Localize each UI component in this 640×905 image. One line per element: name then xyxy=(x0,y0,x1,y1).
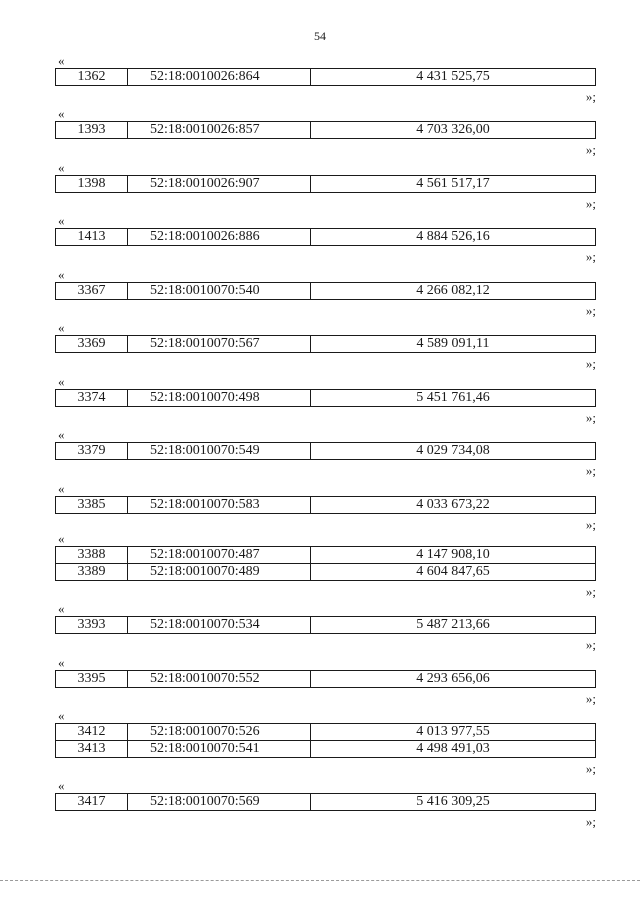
cadastral-value: 4 147 908,10 xyxy=(311,547,596,564)
cadastral-value: 5 451 761,46 xyxy=(311,390,596,407)
table-row xyxy=(56,497,596,514)
row-number: 3393 xyxy=(56,617,128,634)
cadastral-value: 4 884 526,16 xyxy=(311,229,596,246)
entry-table xyxy=(55,228,596,246)
cadastral-number: 52:18:0010026:857 xyxy=(128,122,311,139)
closing-quote: »; xyxy=(585,637,596,652)
cadastral-value: 4 029 734,08 xyxy=(311,443,596,460)
page-number: 54 xyxy=(314,29,326,43)
row-number: 3369 xyxy=(56,336,128,353)
entry-table xyxy=(55,389,596,407)
opening-quote: « xyxy=(58,481,65,496)
table-row xyxy=(56,176,596,193)
cadastral-number: 52:18:0010070:569 xyxy=(128,794,311,811)
closing-quote: »; xyxy=(585,691,596,706)
row-number: 1393 xyxy=(56,122,128,139)
entry-table xyxy=(55,496,596,514)
row-number: 3395 xyxy=(56,671,128,688)
cadastral-number: 52:18:0010070:567 xyxy=(128,336,311,353)
table-row xyxy=(56,794,596,811)
opening-quote: « xyxy=(58,320,65,335)
opening-quote: « xyxy=(58,160,65,175)
cadastral-value: 4 498 491,03 xyxy=(311,741,596,758)
opening-quote: « xyxy=(58,106,65,121)
cadastral-number: 52:18:0010026:886 xyxy=(128,229,311,246)
table-row xyxy=(56,69,596,86)
opening-quote: « xyxy=(58,53,65,68)
opening-quote: « xyxy=(58,778,65,793)
closing-quote: »; xyxy=(585,761,596,776)
cadastral-number: 52:18:0010070:541 xyxy=(128,741,311,758)
entry-table xyxy=(55,793,596,811)
scan-edge-line xyxy=(0,880,640,881)
opening-quote: « xyxy=(58,427,65,442)
entry-table xyxy=(55,335,596,353)
cadastral-number: 52:18:0010070:583 xyxy=(128,497,311,514)
opening-quote: « xyxy=(58,213,65,228)
closing-quote: »; xyxy=(585,517,596,532)
table-row xyxy=(56,336,596,353)
table-row xyxy=(56,671,596,688)
table-row xyxy=(56,229,596,246)
opening-quote: « xyxy=(58,655,65,670)
table-row xyxy=(56,564,596,581)
table-row xyxy=(56,122,596,139)
cadastral-value: 5 416 309,25 xyxy=(311,794,596,811)
cadastral-value: 4 589 091,11 xyxy=(311,336,596,353)
cadastral-number: 52:18:0010070:552 xyxy=(128,671,311,688)
cadastral-number: 52:18:0010026:864 xyxy=(128,69,311,86)
table-row xyxy=(56,617,596,634)
entry-table xyxy=(55,175,596,193)
opening-quote: « xyxy=(58,601,65,616)
closing-quote: »; xyxy=(585,142,596,157)
row-number: 3417 xyxy=(56,794,128,811)
closing-quote: »; xyxy=(585,303,596,318)
row-number: 3374 xyxy=(56,390,128,407)
cadastral-number: 52:18:0010070:498 xyxy=(128,390,311,407)
cadastral-value: 4 604 847,65 xyxy=(311,564,596,581)
cadastral-number: 52:18:0010070:526 xyxy=(128,724,311,741)
closing-quote: »; xyxy=(585,89,596,104)
cadastral-value: 5 487 213,66 xyxy=(311,617,596,634)
cadastral-value: 4 013 977,55 xyxy=(311,724,596,741)
opening-quote: « xyxy=(58,374,65,389)
cadastral-number: 52:18:0010070:540 xyxy=(128,283,311,300)
table-row xyxy=(56,443,596,460)
entry-table xyxy=(55,68,596,86)
entry-table xyxy=(55,670,596,688)
row-number: 3385 xyxy=(56,497,128,514)
row-number: 3367 xyxy=(56,283,128,300)
entry-table xyxy=(55,546,596,581)
cadastral-number: 52:18:0010026:907 xyxy=(128,176,311,193)
closing-quote: »; xyxy=(585,356,596,371)
cadastral-value: 4 293 656,06 xyxy=(311,671,596,688)
row-number: 3413 xyxy=(56,741,128,758)
table-row xyxy=(56,283,596,300)
row-number: 3412 xyxy=(56,724,128,741)
cadastral-value: 4 703 326,00 xyxy=(311,122,596,139)
row-number: 3389 xyxy=(56,564,128,581)
opening-quote: « xyxy=(58,531,65,546)
cadastral-value: 4 431 525,75 xyxy=(311,69,596,86)
cadastral-value: 4 033 673,22 xyxy=(311,497,596,514)
cadastral-number: 52:18:0010070:487 xyxy=(128,547,311,564)
opening-quote: « xyxy=(58,708,65,723)
cadastral-number: 52:18:0010070:549 xyxy=(128,443,311,460)
entry-table xyxy=(55,616,596,634)
entry-table xyxy=(55,121,596,139)
cadastral-number: 52:18:0010070:489 xyxy=(128,564,311,581)
cadastral-value: 4 266 082,12 xyxy=(311,283,596,300)
entry-table xyxy=(55,723,596,758)
table-row xyxy=(56,547,596,564)
row-number: 3388 xyxy=(56,547,128,564)
closing-quote: »; xyxy=(585,584,596,599)
row-number: 1413 xyxy=(56,229,128,246)
closing-quote: »; xyxy=(585,814,596,829)
opening-quote: « xyxy=(58,267,65,282)
cadastral-value: 4 561 517,17 xyxy=(311,176,596,193)
closing-quote: »; xyxy=(585,463,596,478)
closing-quote: »; xyxy=(585,196,596,211)
closing-quote: »; xyxy=(585,249,596,264)
entry-table xyxy=(55,442,596,460)
entry-table xyxy=(55,282,596,300)
cadastral-number: 52:18:0010070:534 xyxy=(128,617,311,634)
table-row xyxy=(56,724,596,741)
table-row xyxy=(56,390,596,407)
row-number: 3379 xyxy=(56,443,128,460)
row-number: 1398 xyxy=(56,176,128,193)
row-number: 1362 xyxy=(56,69,128,86)
closing-quote: »; xyxy=(585,410,596,425)
table-row xyxy=(56,741,596,758)
